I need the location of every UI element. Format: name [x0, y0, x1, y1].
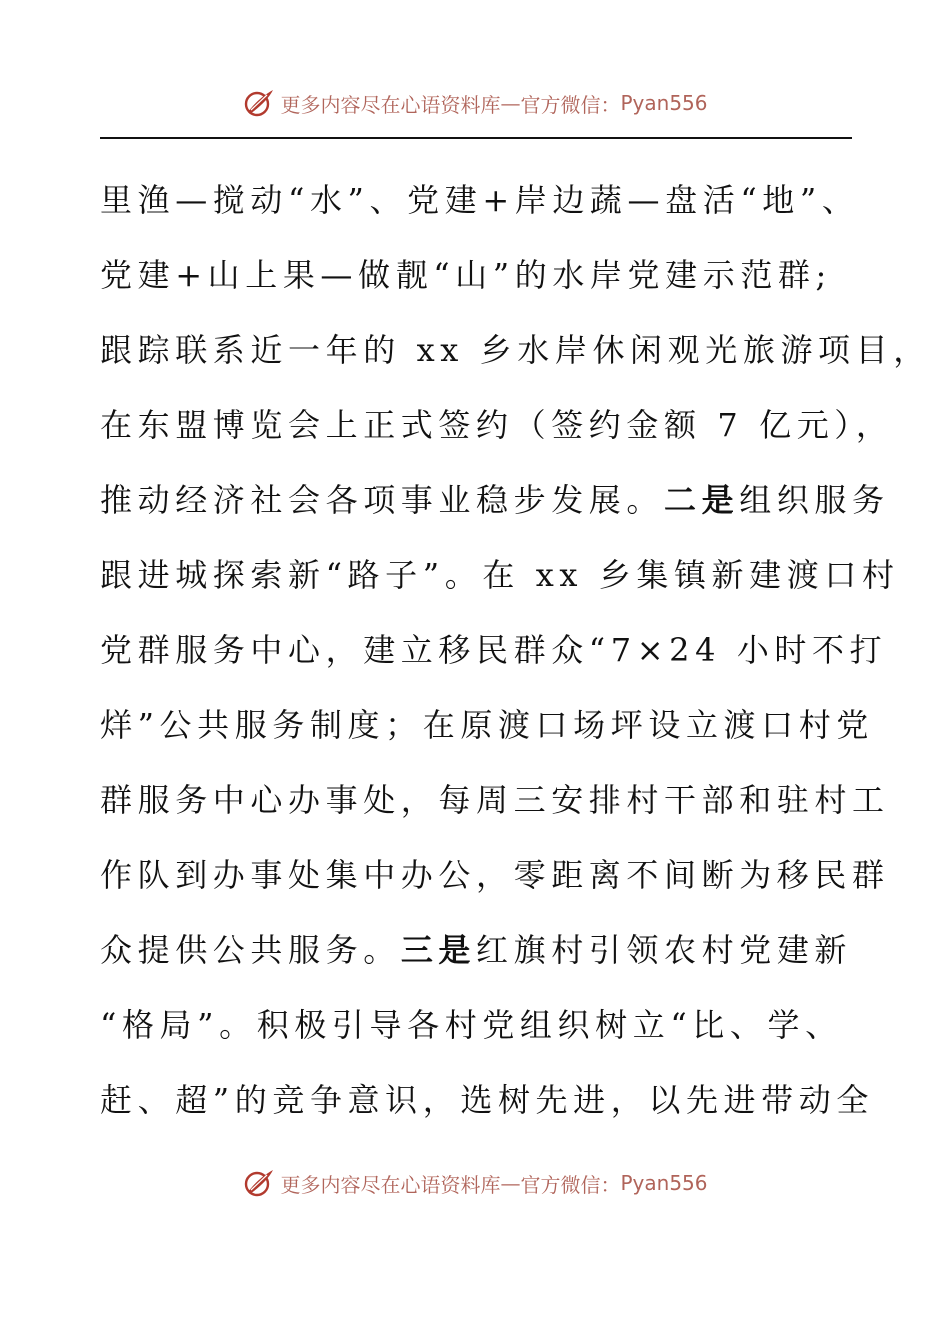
text-line [100, 695, 900, 770]
text-line-3: 在东盟博览会上正式签约（签约金额 7 亿元）， [100, 406, 894, 444]
banner-wechat-label: 官方微信： [520, 1172, 621, 1197]
text-line-2: 跟踪联系近一年的 xx 乡水岸休闲观光旅游项目， [100, 331, 931, 369]
text-line [100, 245, 900, 320]
banner-wechat-label: 官方微信： [520, 92, 621, 117]
banner-separator: — [500, 1171, 521, 1195]
text-line [100, 320, 931, 395]
text-line-10: 众提供公共服务。 [100, 931, 401, 969]
text-line [100, 995, 900, 1070]
text-line [100, 170, 900, 245]
text-line-7: 烊”公共服务制度；在原渡口场坪设立渡口村党 [100, 706, 874, 744]
text-line [100, 845, 900, 920]
text-line [100, 1070, 900, 1145]
banner-wechat-id: Pyan556 [620, 91, 708, 115]
text-line [100, 470, 900, 545]
text-line [100, 545, 900, 620]
footer-banner [0, 1163, 950, 1203]
text-line [100, 395, 900, 470]
header-banner [0, 83, 950, 123]
text-line-4: 推动经济社会各项事业稳步发展。 [100, 481, 665, 519]
banner-wechat-id: Pyan556 [620, 1171, 708, 1195]
text-line-5: 跟进城探索新“路子”。在 xx 乡集镇新建渡口村 [100, 556, 900, 594]
text-line-4-tail: 组织服务 [739, 481, 890, 519]
text-line [100, 920, 900, 995]
text-line [100, 770, 900, 845]
banner-separator: — [500, 91, 521, 115]
banner-main-text: 更多内容尽在心语资料库 [280, 1172, 501, 1197]
text-line [100, 620, 900, 695]
text-line-9: 作队到办事处集中办公，零距离不间断为移民群 [100, 856, 890, 894]
text-line-6: 党群服务中心，建立移民群众“7×24 小时不打 [100, 631, 888, 669]
document-body [100, 170, 931, 1145]
bold-point-marker: 二是 [664, 481, 740, 519]
text-line-10-tail: 红旗村引领农村党建新 [476, 931, 853, 969]
text-line-12: 赶、超”的竞争意识，选树先进，以先进带动全 [100, 1081, 874, 1119]
header-rule [100, 137, 852, 139]
text-line-0: 里渔—搅动“水”、党建+岸边蔬—盘活“地”、 [100, 181, 860, 219]
banner-main-text: 更多内容尽在心语资料库 [280, 92, 501, 117]
text-line-8: 群服务中心办事处，每周三安排村干部和驻村工 [100, 781, 890, 819]
pen-logo-icon [242, 1166, 276, 1200]
text-line-1: 党建+山上果—做靓“山”的水岸党建示范群; [100, 256, 832, 294]
bold-point-marker: 三是 [400, 931, 477, 969]
pen-logo-icon [242, 86, 276, 120]
text-line-11: “格局”。积极引导各村党组织树立“比、学、 [100, 1006, 843, 1044]
